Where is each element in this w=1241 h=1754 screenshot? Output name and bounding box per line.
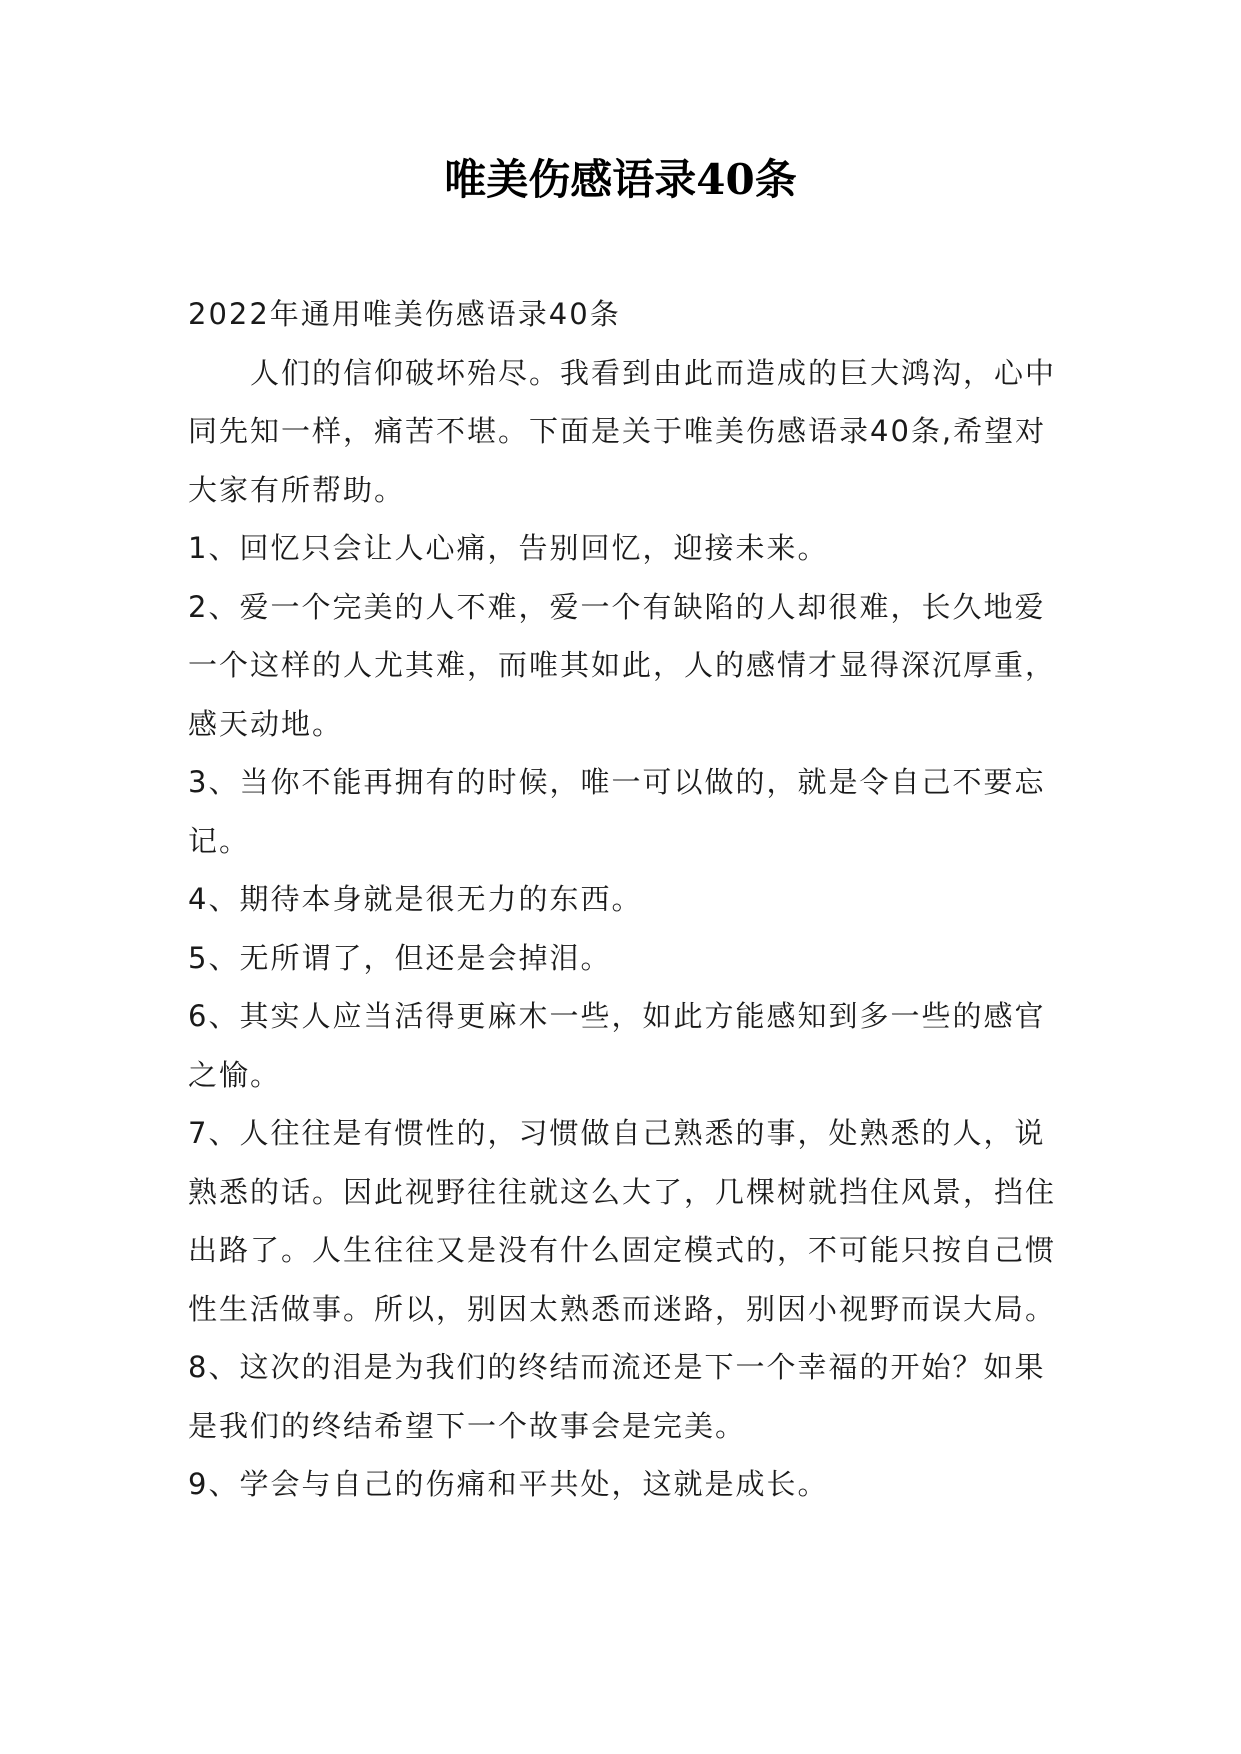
document-title: 唯美伤感语录40条 (444, 155, 797, 204)
list-item: 1、回忆只会让人心痛，告别回忆，迎接未来。 (188, 531, 829, 565)
intro-paragraph: 人们的信仰破坏殆尽。我看到由此而造成的巨大鸿沟，心中同先知一样，痛苦不堪。下面是关于唯美伤感语录40条,希望对大家有所帮助。 (188, 355, 1057, 507)
list-item: 7、人往往是有惯性的，习惯做自己熟悉的事，处熟悉的人，说熟悉的话。因此视野往往就这么大了，几棵树就挡住风景，挡住出路了。人生往往又是没有什么固定模式的，不可能只按自己惯性生活做事。所以，别因太熟悉而迷路，别因小视野而误大局。 (188, 1116, 1057, 1326)
list-item: 6、其实人应当活得更麻木一些，如此方能感知到多一些的感官之愉。 (188, 999, 1046, 1092)
list-item: 3、当你不能再拥有的时候，唯一可以做的，就是令自己不要忘记。 (188, 765, 1046, 858)
list-item: 4、期待本身就是很无力的东西。 (188, 882, 643, 916)
list-item: 8、这次的泪是为我们的终结而流还是下一个幸福的开始？如果是我们的终结希望下一个故事会是完美。 (188, 1350, 1046, 1443)
list-item: 5、无所谓了，但还是会掉泪。 (188, 940, 612, 975)
document-subtitle: 2022年通用唯美伤感语录40条 (188, 297, 621, 331)
document-body (188, 285, 1068, 1514)
list-item: 2、爱一个完美的人不难，爱一个有缺陷的人却很难，长久地爱一个这样的人尤其难，而唯其如此，人的感情才显得深沉厚重，感天动地。 (188, 589, 1057, 741)
list-item: 9、学会与自己的伤痛和平共处，这就是成长。 (188, 1467, 829, 1501)
